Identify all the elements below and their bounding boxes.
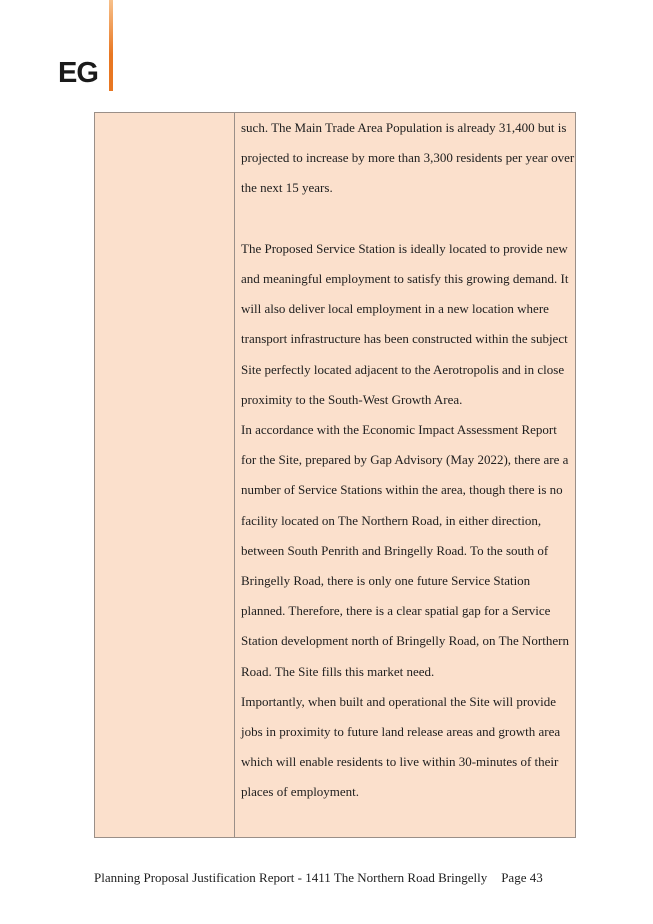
table-left-column	[95, 113, 235, 837]
paragraph-jobs-proximity: Importantly, when built and operational the Site will provide jobs in proximity to future land release areas and growth area which will enable residents to live within 30-minutes of their places of employment.	[241, 693, 561, 800]
page-footer	[94, 870, 543, 886]
paragraph-employment: The Proposed Service Station is ideally located to provide new and meaningful employment to satisfy this growing demand. It will also deliver local employment in a new location where transport infrastructure has been constructed within the subject Site perfectly located adjacent to the Aerotropolis and in close proximity to the South-West Growth Area.	[241, 240, 569, 407]
footer-page-number: Page 43	[501, 870, 543, 885]
table-right-column	[241, 113, 575, 808]
paragraph-economic-impact: In accordance with the Economic Impact Assessment Report for the Site, prepared by Gap Advisory (May 2022), there are a number of Service Stations within the area, though there is no facility located on The Northern Road, in either direction, between South Penrith and Bringelly Road. To the south of Bringelly Road, there is only one future Service Station planned. Therefore, there is a clear spatial gap for a Service Station development north of Bringelly Road, on The Northern Road. The Site fills this market need.	[241, 422, 569, 679]
company-logo: EG	[58, 57, 98, 89]
footer-report-title: Planning Proposal Justification Report - 1411 The Northern Road Bringelly	[94, 870, 488, 885]
paragraph-spacer	[241, 204, 575, 234]
content-table	[94, 112, 576, 838]
logo-accent-bar	[109, 0, 113, 91]
paragraph-trade-area: such. The Main Trade Area Population is already 31,400 but is projected to increase by more than 3,300 residents per year over the next 15 years.	[241, 120, 575, 196]
